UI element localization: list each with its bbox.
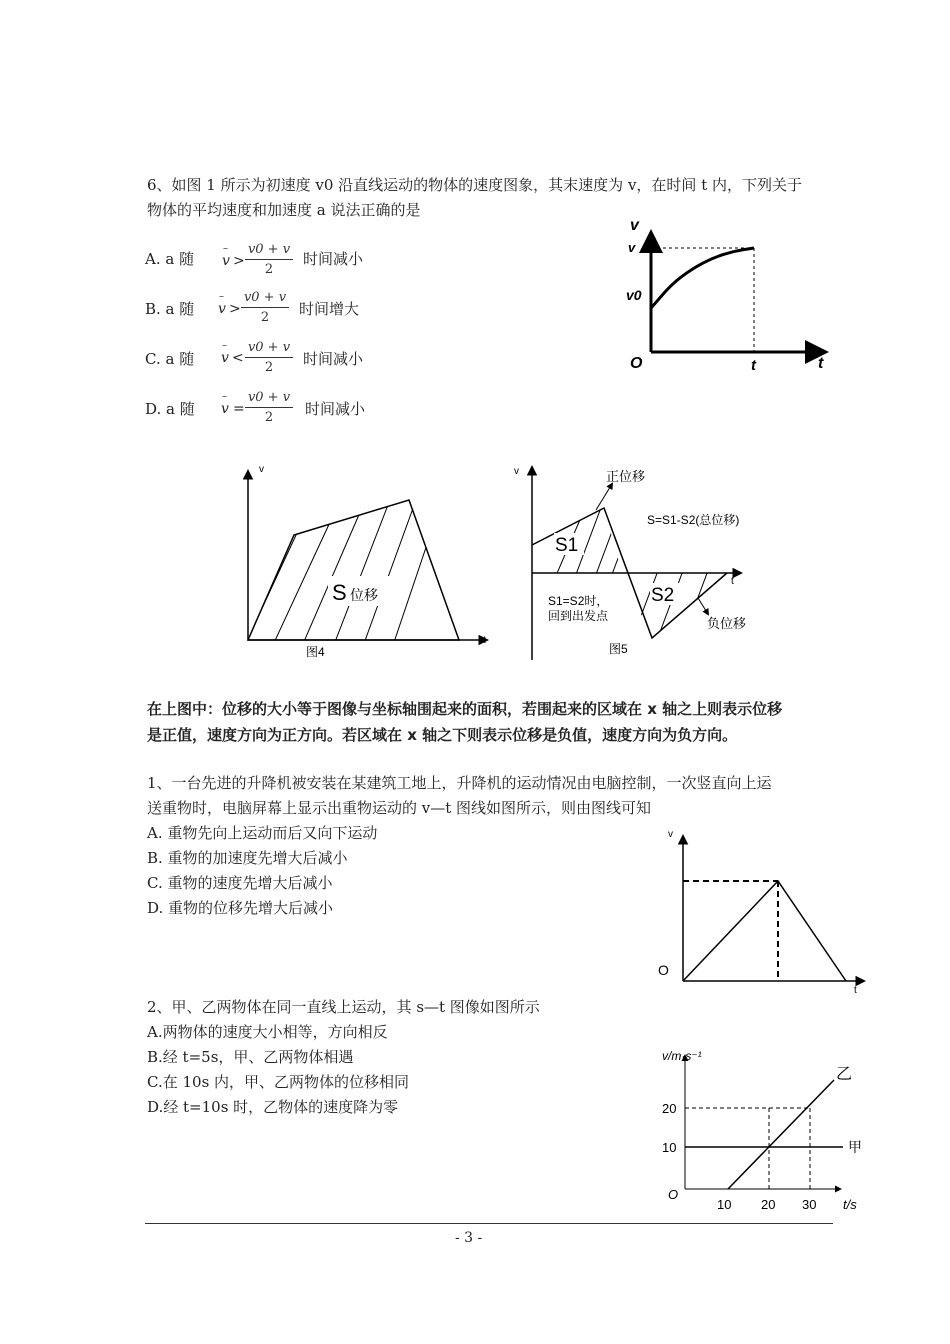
relation-sign: >: [233, 253, 245, 269]
v0-label: v0: [626, 287, 642, 303]
q6-option-prefix: D. a 随: [145, 400, 195, 418]
q1-option-d: D. 重物的位移先增大后减小: [147, 899, 334, 917]
footer-rule: [145, 1223, 833, 1224]
area-s-label: S: [332, 580, 347, 605]
q6-option-prefix: C. a 随: [145, 350, 195, 368]
q1-option-a: A. 重物先向上运动而后又向下运动: [147, 824, 378, 842]
overline: –: [222, 340, 227, 351]
q6-options: [145, 240, 395, 440]
v-axis-label: v: [259, 464, 264, 475]
frac-den: 2: [264, 410, 274, 425]
summary-line2: 是正值，速度方向为正方向。若区域在 x 轴之下则表示位移是负值，速度方向为负方向。: [147, 726, 738, 744]
line-yi-label: 乙: [836, 1066, 853, 1083]
vbar: [221, 391, 229, 417]
t-axis-label: t: [483, 635, 486, 646]
q6-stem-line2: 物体的平均速度和加速度 a 说法正确的是: [147, 201, 421, 219]
line-jia-label: 甲: [848, 1139, 862, 1155]
vbar: [218, 291, 226, 317]
q2-option-b: B.经 t=5s，甲、乙两物体相遇: [147, 1048, 354, 1066]
fraction: [245, 242, 293, 277]
summary-line1: 在上图中：位移的大小等于图像与坐标轴围起来的面积，若围起来的区域在 x 轴之上则表示位移: [147, 700, 783, 718]
overline: –: [222, 391, 227, 402]
vbar-letter: v: [218, 301, 226, 317]
q6-option-suffix: 时间减小: [303, 250, 364, 268]
q6-option-suffix: 时间减小: [305, 400, 366, 418]
note-line1: S1=S2时，: [548, 594, 609, 608]
x-tick-30: 30: [802, 1197, 817, 1212]
v-axis-label: v: [514, 466, 519, 477]
frac-den: 2: [264, 360, 274, 375]
vbar-letter: v: [222, 253, 230, 269]
fraction: [245, 340, 293, 375]
fig5-caption: 图5: [609, 642, 628, 656]
overline: –: [223, 243, 228, 254]
pos-disp-arrow: [596, 484, 612, 510]
origin-label: O: [668, 1187, 679, 1202]
q2-graph: [658, 1042, 873, 1217]
x-axis-label: t/s: [843, 1197, 857, 1212]
q6-option-suffix: 时间增大: [299, 300, 360, 318]
velocity-line: [683, 881, 846, 981]
formula-label: S=S1-S2(总位移): [647, 513, 740, 527]
q6-option-prefix: A. a 随: [145, 250, 195, 268]
x-tick-10: 10: [717, 1197, 732, 1212]
overline: –: [219, 291, 224, 302]
q1-vt-graph: [655, 825, 870, 1000]
neg-disp-label: 负位移: [707, 616, 747, 631]
q2-option-a: A.两物体的速度大小相等，方向相反: [147, 1023, 388, 1041]
pos-disp-label: 正位移: [606, 469, 646, 484]
s1-label: S1: [555, 535, 579, 556]
line-yi: [728, 1080, 834, 1189]
neg-disp-arrow: [698, 598, 708, 614]
frac-num: v0 + v: [247, 242, 291, 257]
fraction: [241, 290, 289, 325]
q1-option-c: C. 重物的速度先增大后减小: [147, 874, 333, 892]
t-tick-label: t: [751, 357, 756, 374]
q1-stem-line1: 1、一台先进的升降机被安装在某建筑工地上，升降机的运动情况由电脑控制，一次竖直向上运: [147, 774, 772, 792]
fig4-graph: [228, 460, 498, 665]
vbar-letter: v: [221, 350, 229, 366]
t-axis-label: t: [854, 985, 857, 996]
frac-den: 2: [264, 262, 274, 277]
page-number: - 3 -: [455, 1230, 483, 1246]
s2-label: S2: [651, 585, 675, 606]
note-line2: 回到出发点: [548, 609, 609, 623]
relation-sign: =: [233, 401, 245, 417]
q1-option-b: B. 重物的加速度先增大后减小: [147, 849, 348, 867]
q6-vt-graph: [618, 210, 838, 375]
y-tick-20: 20: [662, 1101, 677, 1116]
origin-label: O: [658, 962, 669, 978]
x-tick-20: 20: [761, 1197, 776, 1212]
q6-option-prefix: B. a 随: [145, 300, 195, 318]
vbar: [221, 340, 229, 366]
y-axis-label: v/m·s⁻¹: [662, 1049, 702, 1063]
fig4-caption: 图4: [306, 645, 325, 659]
velocity-curve: [651, 248, 754, 308]
relation-sign: <: [232, 350, 244, 366]
y-tick-10: 10: [662, 1140, 677, 1155]
fraction: [245, 390, 293, 425]
t-axis-label: t: [818, 355, 824, 372]
vbar-letter: v: [221, 401, 229, 417]
area-text-label: 位移: [350, 587, 378, 603]
t-axis-label: t: [731, 576, 734, 587]
relation-sign: >: [229, 301, 241, 317]
frac-num: v0 + v: [247, 340, 291, 355]
fig5-graph: [512, 460, 772, 665]
q2-stem: 2、甲、乙两物体在同一直线上运动，其 s—t 图像如图所示: [147, 998, 540, 1016]
q1-stem-line2: 送重物时，电脑屏幕上显示出重物运动的 v—t 图线如图所示，则由图线可知: [147, 799, 652, 817]
q6-option-suffix: 时间减小: [303, 350, 364, 368]
v-axis-label: v: [668, 829, 673, 840]
v-label: v: [628, 240, 636, 255]
frac-den: 2: [260, 310, 270, 325]
q2-option-d: D.经 t=10s 时，乙物体的速度降为零: [147, 1098, 399, 1116]
q2-option-c: C.在 10s 内，甲、乙两物体的位移相同: [147, 1073, 410, 1091]
vbar: [222, 243, 230, 269]
frac-num: v0 + v: [243, 290, 287, 305]
frac-num: v0 + v: [247, 390, 291, 405]
q6-stem-line1: 6、如图 1 所示为初速度 v0 沿直线运动的物体的速度图象，其末速度为 v，在时间 t 内，下列关于: [147, 176, 802, 194]
v-axis-label: v: [630, 217, 639, 234]
origin-label: O: [630, 355, 643, 372]
